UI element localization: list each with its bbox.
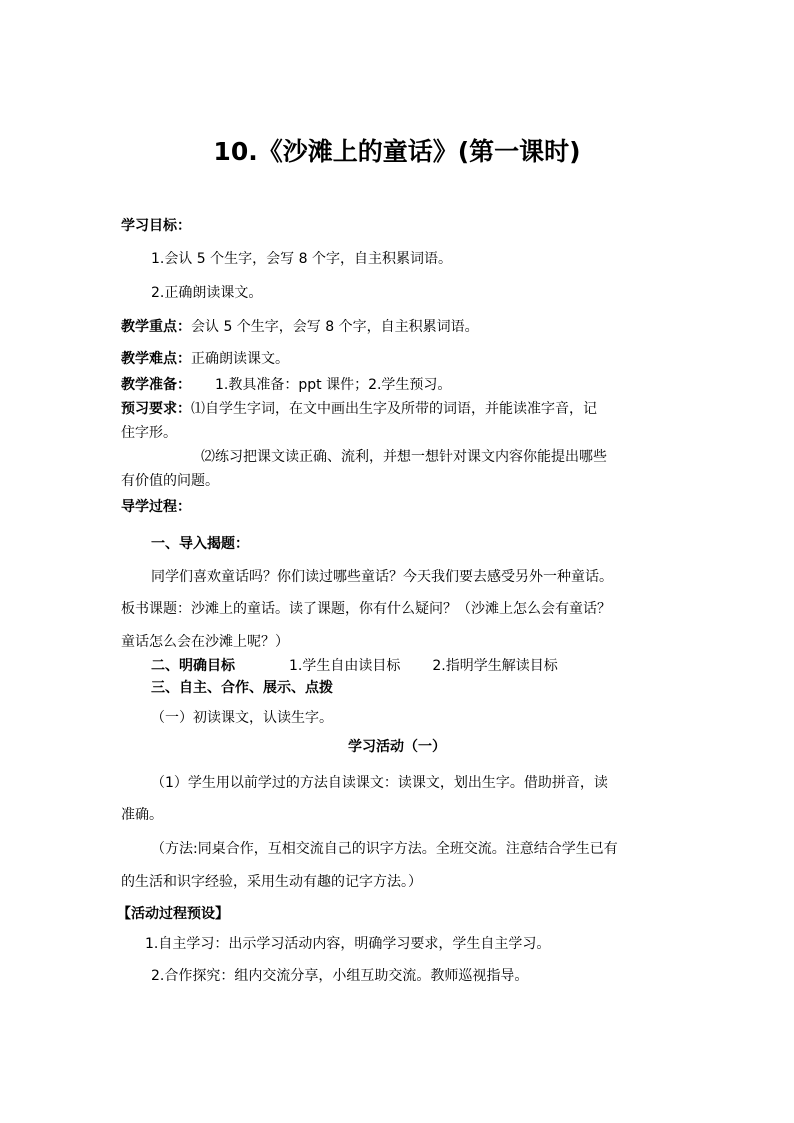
preparation-line [121,376,451,394]
difficulty-text: 正确朗读课文。 [191,351,289,367]
subsection-1: （一）初读课文，认读生字。 [151,710,333,726]
preview-1-continuation: 住字形。 [121,425,177,441]
preview-label: 预习要求： [121,401,191,417]
key-point-label: 教学重点： [121,319,191,335]
difficulty-line [121,350,289,368]
objectives-label: 学习目标： [121,218,191,234]
page-title: 10.《沙滩上的童话》(第一课时) [213,137,581,166]
key-point-line [121,318,479,336]
section-2-line [151,657,558,675]
preview-2-continuation: 有价值的问题。 [121,473,219,489]
activity-title: 学习活动（一） [348,739,446,755]
objective-2: 2.正确朗读课文。 [151,285,263,301]
preview-1-text: ⑴自学生字词，在文中画出生字及所带的词语，并能读准字音，记 [191,401,597,417]
preset-1: 1.自主学习：出示学习活动内容，明确学习要求，学生自主学习。 [145,936,551,952]
section-1-heading: 一、导入揭题： [151,536,249,552]
intro-line-1: 同学们喜欢童话吗？你们读过哪些童话？今天我们要去感受另外一种童话。 [151,569,613,585]
intro-line-3: 童话怎么会在沙滩上呢？） [121,634,289,650]
key-point-text: 会认 5 个生字，会写 8 个字，自主积累词语。 [191,319,479,335]
preview-line-1 [121,400,597,418]
activity-line-1: （1）学生用以前学过的方法自读课文：读课文，划出生字。借助拼音，读 [151,775,608,791]
difficulty-label: 教学难点： [121,351,191,367]
method-line-2: 的生活和识字经验，采用生动有趣的记字方法。） [121,874,422,890]
process-label: 导学过程： [121,499,191,515]
preview-2-text: ⑵练习把课文读正确、流利，并想一想针对课文内容你能提出哪些 [201,449,607,465]
preparation-text: 1.教具准备：ppt 课件；2.学生预习。 [215,377,452,393]
preset-2: 2.合作探究：组内交流分享，小组互助交流。教师巡视指导。 [151,968,529,984]
section-2-item-1: 1.学生自由读目标 [289,658,401,674]
intro-line-2: 板书课题：沙滩上的童话。读了课题，你有什么疑问？（沙滩上怎么会有童话？ [121,601,611,617]
preparation-label: 教学准备： [121,377,191,393]
section-2-heading: 二、明确目标 [151,658,235,674]
section-3-heading: 三、自主、合作、展示、点拨 [151,680,333,696]
activity-line-2: 准确。 [121,807,163,823]
objective-1: 1.会认 5 个生字，会写 8 个字，自主积累词语。 [151,251,452,267]
section-2-item-2: 2.指明学生解读目标 [432,658,558,674]
preset-label: 【活动过程预设】 [117,906,229,922]
method-line-1: （方法:同桌合作，互相交流自己的识字方法。全班交流。注意结合学生已有 [151,841,618,857]
